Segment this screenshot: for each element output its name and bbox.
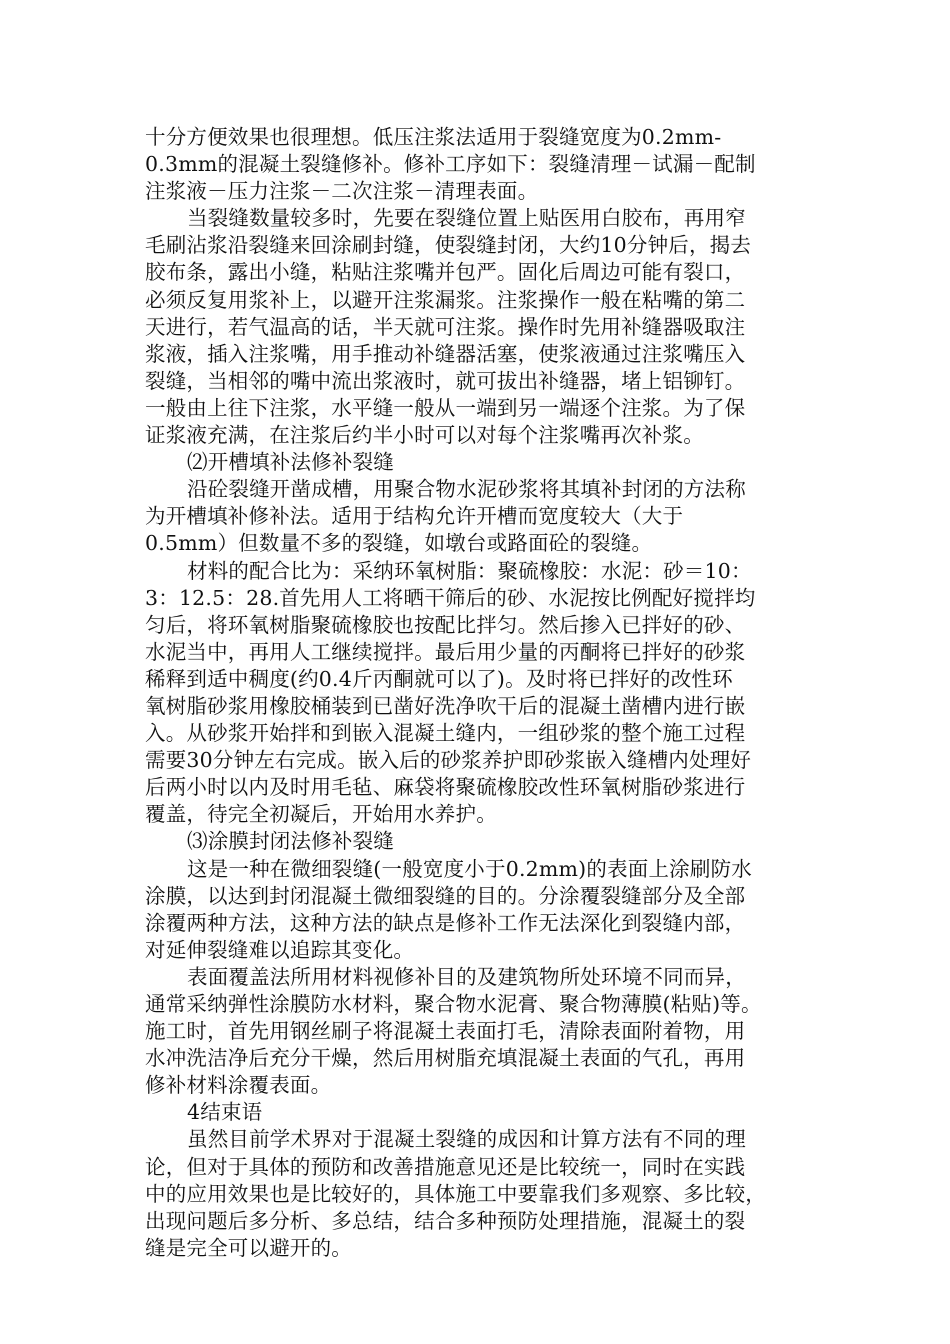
text-line: ⑵开槽填补法修补裂缝: [187, 450, 394, 475]
text-line: 中的应用效果也是比较好的，具体施工中要靠我们多观察、多比较，: [145, 1181, 766, 1206]
text-line: 十分方便效果也很理想。低压注浆法适用于裂缝宽度为0.2mm-: [145, 125, 722, 149]
text-line: 需要30分钟左右完成。嵌入后的砂浆养护即砂浆嵌入缝槽内处理好: [145, 748, 752, 773]
text-line: 裂缝，当相邻的嘴中流出浆液时，就可拔出补缝器，堵上铝铆钉。: [145, 368, 746, 393]
text-line: 涂覆两种方法，这种方法的缺点是修补工作无法深化到裂缝内部，: [145, 910, 746, 935]
text-line: 浆液，插入注浆嘴，用手推动补缝器活塞，使浆液通过注浆嘴压入: [145, 341, 746, 366]
document-body: [145, 124, 813, 1262]
text-line: 毛刷沾浆沿裂缝来回涂刷封缝，使裂缝封闭，大约10分钟后，揭去: [145, 233, 752, 258]
text-line: 0.3mm的混凝土裂缝修补。修补工序如下：裂缝清理－试漏－配制: [145, 152, 756, 177]
text-line: 0.5mm）但数量不多的裂缝，如墩台或路面砼的裂缝。: [145, 531, 653, 556]
text-line: 材料的配合比为：采纳环氧树脂：聚硫橡胶：水泥：砂＝10：: [187, 558, 752, 583]
text-line: 覆盖，待完全初凝后，开始用水养护。: [145, 802, 497, 827]
text-line: 入。从砂浆开始拌和到嵌入混凝土缝内，一组砂浆的整个施工过程: [145, 721, 746, 746]
text-line: 胶布条，露出小缝，粘贴注浆嘴并包严。固化后周边可能有裂口，: [145, 260, 746, 285]
text-line: 涂膜，以达到封闭混凝土微细裂缝的目的。分涂覆裂缝部分及全部: [145, 883, 746, 908]
text-line: 必须反复用浆补上，以避开注浆漏浆。注浆操作一般在粘嘴的第二: [145, 287, 746, 312]
text-line: 注浆液－压力注浆－二次注浆－清理表面。: [145, 179, 539, 204]
text-line: 氧树脂砂浆用橡胶桶装到已凿好洗净吹干后的混凝土凿槽内进行嵌: [145, 693, 746, 718]
text-line: 证浆液充满，在注浆后约半小时可以对每个注浆嘴再次补浆。: [145, 423, 704, 448]
text-line: 施工时，首先用钢丝刷子将混凝土表面打毛，清除表面附着物，用: [145, 1019, 746, 1044]
text-line: 修补材料涂覆表面。: [145, 1073, 332, 1098]
text-line: 天进行，若气温高的话，半天就可注浆。操作时先用补缝器吸取注: [145, 314, 746, 339]
text-line: 稀释到适中稠度(约0.4斤丙酮就可以了)。及时将已拌好的改性环: [145, 666, 733, 691]
text-line: 水冲洗洁净后充分干燥，然后用树脂充填混凝土表面的气孔，再用: [145, 1046, 746, 1071]
text-line: 虽然目前学术界对于混凝土裂缝的成因和计算方法有不同的理: [187, 1127, 746, 1152]
text-line: 缝是完全可以避开的。: [145, 1235, 352, 1260]
text-line: 为开槽填补修补法。适用于结构允许开槽而宽度较大（大于: [145, 504, 684, 529]
text-line: 出现问题后多分析、多总结，结合多种预防处理措施，混凝土的裂: [145, 1208, 746, 1233]
text-line: 3：12.5：28.首先用人工将晒干筛后的砂、水泥按比例配好搅拌均: [145, 585, 756, 610]
text-line: 4结束语: [187, 1100, 263, 1125]
text-line: 当裂缝数量较多时，先要在裂缝位置上贴医用白胶布，再用窄: [187, 206, 746, 231]
text-line: 表面覆盖法所用材料视修补目的及建筑物所处环境不同而异，: [187, 964, 746, 989]
text-line: 对延伸裂缝难以追踪其变化。: [145, 937, 415, 962]
text-line: 论，但对于具体的预防和改善措施意见还是比较统一，同时在实践: [145, 1154, 746, 1179]
text-line: 后两小时以内及时用毛毡、麻袋将聚硫橡胶改性环氧树脂砂浆进行: [145, 775, 746, 800]
text-line: 水泥当中，再用人工继续搅拌。最后用少量的丙酮将已拌好的砂浆: [145, 639, 746, 664]
text-line: ⑶涂膜封闭法修补裂缝: [187, 829, 394, 854]
text-line: 匀后，将环氧树脂聚硫橡胶也按配比拌匀。然后掺入已拌好的砂、: [145, 612, 746, 637]
text-line: 沿砼裂缝开凿成槽，用聚合物水泥砂浆将其填补封闭的方法称: [187, 477, 746, 502]
text-line: 通常采纳弹性涂膜防水材料，聚合物水泥膏、聚合物薄膜(粘贴)等。: [145, 992, 762, 1016]
text-line: 这是一种在微细裂缝(一般宽度小于0.2mm)的表面上涂刷防水: [187, 856, 752, 881]
text-line: 一般由上往下注浆，水平缝一般从一端到另一端逐个注浆。为了保: [145, 395, 746, 420]
